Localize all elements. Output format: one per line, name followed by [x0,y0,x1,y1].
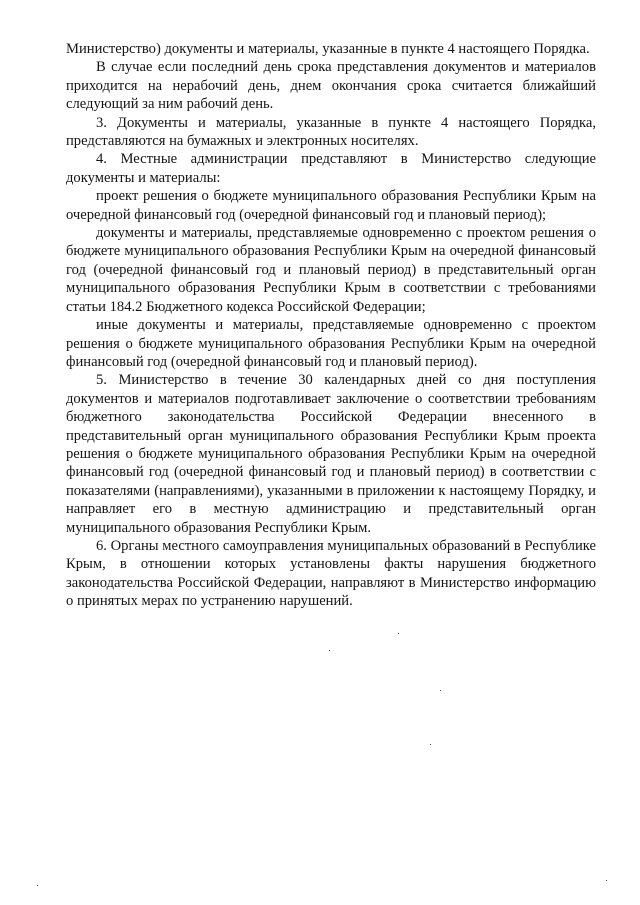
scan-speck [329,650,330,651]
scan-speck [606,880,607,881]
document-body [66,40,596,611]
paragraph-item-3: 3. Документы и материалы, указанные в пункте 4 настоящего Порядка, представляются на бумажных и электронных носителях. [66,114,596,150]
paragraph-item-4: 4. Местные администрации представляют в Министерство следующие документы и материалы: [66,151,596,186]
paragraph-continuation: Министерство) документы и материалы, указанные в пункте 4 настоящего Порядка. [66,41,590,57]
paragraph-item-6: 6. Органы местного самоуправления муниципальных образований в Республике Крым, в отношении которых установлены факты нарушения бюджетного законодательства Российской Федерации, направляют в Министерство информацию о принятых мерах по устранению нарушений. [66,537,596,610]
scan-speck [440,690,441,691]
paragraph-deadline-rule: В случае если последний день срока представления документов и материалов приходится на нерабочий день, днем окончания срока считается ближайший следующий за ним рабочий день. [66,59,596,113]
scan-speck [398,633,399,634]
paragraph-item-5: 5. Министерство в течение 30 календарных дней со дня поступления документов и материалов подготавливает заключение о соответствии требованиям бюджетного законодательства Российской Федерации внесенного в представительный орган муниципального образования Республики Крым проекта решения о бюджете муниципального образования Республики Крым на очередной финансовый год (очередной финансовый год и плановый период) в соответствии с показателями (направлениями), указанными в приложении к настоящему Порядку, и направляет его в местную администрацию и представительный орган муниципального образования Республики Крым. [66,372,596,536]
scan-speck [37,885,38,886]
paragraph-item-4-accompanying-docs: документы и материалы, представляемые одновременно с проектом решения о бюджете муниципального образования Республики Крым на очередной финансовый год (очередной финансовый год и плановый период) в представительный орган муниципального образования Республики Крым в соответствии с требованиями статьи 184.2 Бюджетного кодекса Российской Федерации; [66,225,596,315]
scan-speck [430,744,431,745]
paragraph-item-4-draft-decision: проект решения о бюджете муниципального образования Республики Крым на очередной финансовый год (очередной финансовый год и плановый период); [66,188,596,223]
paragraph-item-4-other-docs: иные документы и материалы, представляемые одновременно с проектом решения о бюджете муниципального образования Республики Крым на очередной финансовый год (очередной финансовый год и плановый период). [66,317,596,370]
